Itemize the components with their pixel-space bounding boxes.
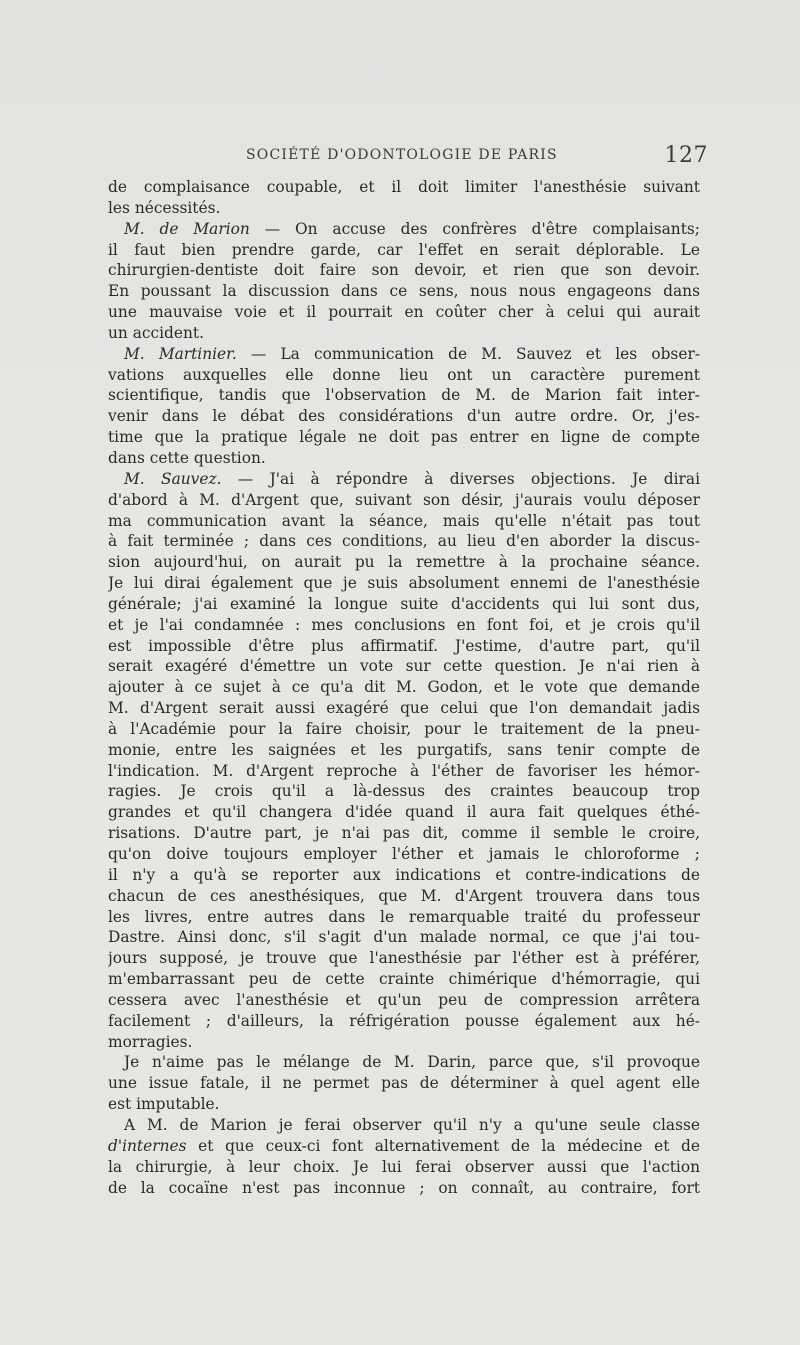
line-text: dans cette question. <box>108 448 266 467</box>
text-line <box>108 1032 700 1053</box>
text-line <box>108 677 700 698</box>
header-title: SOCIÉTÉ D'ODONTOLOGIE DE PARIS <box>246 147 558 163</box>
line-text: cessera avec l'anesthésie et qu'un peu de compression arrêtera <box>108 990 700 1009</box>
text-line <box>108 719 700 740</box>
line-text: ragies. Je crois qu'il a là-dessus des craintes beaucoup trop <box>108 782 700 801</box>
text-line <box>108 448 700 469</box>
line-text: un accident. <box>108 323 205 342</box>
text-line <box>108 823 700 844</box>
line-text: ma communication avant la séance, mais qu'elle n'était pas tout <box>108 511 700 530</box>
text-line <box>108 886 700 907</box>
text-line <box>108 469 700 490</box>
line-text: et que ceux-ci font alternativement de la médecine et de <box>186 1136 700 1155</box>
text-line <box>108 656 700 677</box>
text-line <box>108 761 700 782</box>
line-text: et je l'ai condamnée : mes conclusions en font foi, et je crois qu'il <box>108 615 700 634</box>
text-line <box>108 344 700 365</box>
text-line <box>108 907 700 928</box>
line-text: les nécessités. <box>108 198 221 217</box>
line-text: time que la pratique légale ne doit pas entrer en ligne de compte <box>108 428 700 447</box>
line-text: facilement ; d'ailleurs, la réfrigération pousse également aux hé- <box>108 1011 700 1030</box>
text-line <box>108 177 700 198</box>
text-line <box>108 1115 700 1136</box>
text-line <box>108 219 700 240</box>
line-text: — La communication de M. Sauvez et les obser- <box>236 344 700 363</box>
text-line <box>108 281 700 302</box>
line-text: la chirurgie, à leur choix. Je lui ferai observer aussi que l'action <box>108 1157 700 1176</box>
line-text: morragies. <box>108 1032 193 1051</box>
line-text: il n'y a qu'à se reporter aux indications et contre-indications de <box>108 865 700 884</box>
text-line <box>108 802 700 823</box>
line-text: les livres, entre autres dans le remarquable traité du professeur <box>108 907 700 926</box>
text-line <box>108 511 700 532</box>
text-line <box>108 781 700 802</box>
text-line <box>108 1157 700 1178</box>
text-line <box>108 740 700 761</box>
text-line <box>108 240 700 261</box>
text-line <box>108 260 700 281</box>
text-line <box>108 948 700 969</box>
line-text: à l'Académie pour la faire choisir, pour le traitement de la pneu- <box>108 719 700 738</box>
text-line <box>108 365 700 386</box>
line-text: A M. de Marion je ferai observer qu'il n'y a qu'une seule classe <box>124 1115 700 1134</box>
text-line <box>108 490 700 511</box>
text-line <box>108 1052 700 1073</box>
text-line <box>108 323 700 344</box>
line-text: est imputable. <box>108 1095 220 1114</box>
line-text: monie, entre les saignées et les purgatifs, sans tenir compte de <box>108 740 700 759</box>
line-text: Je lui dirai également que je suis absolument ennemi de l'anesthésie <box>108 574 700 593</box>
text-line <box>108 406 700 427</box>
italic-term: d'internes <box>108 1136 187 1155</box>
text-line <box>108 427 700 448</box>
line-text: Je n'aime pas le mélange de M. Darin, parce que, s'il provoque <box>124 1053 700 1072</box>
line-text: serait exagéré d'émettre un vote sur cette question. Je n'ai rien à <box>108 657 700 676</box>
text-line <box>108 1178 700 1199</box>
line-text: d'abord à M. d'Argent que, suivant son désir, j'aurais voulu déposer <box>108 490 700 509</box>
line-text: générale; j'ai examiné la longue suite d'accidents qui lui sont dus, <box>108 594 700 613</box>
line-text: qu'on doive toujours employer l'éther et jamais le chloroforme ; <box>108 845 700 863</box>
running-header <box>108 145 708 171</box>
line-text: scientifique, tandis que l'observation de M. de Marion fait inter- <box>108 386 700 405</box>
speaker-name: M. de Marion <box>124 219 250 238</box>
line-text: — On accuse des confrères d'être complaisants; <box>249 219 700 238</box>
text-line <box>108 844 700 865</box>
line-text: sion aujourd'hui, on aurait pu la remettre à la prochaine séance. <box>108 553 700 572</box>
line-text: grandes et qu'il changera d'idée quand il aura fait quelques éthé- <box>108 803 700 822</box>
line-text: vations auxquelles elle donne lieu ont un caractère purement <box>108 365 700 384</box>
line-text: m'embarrassant peu de cette crainte chimérique d'hémorragie, qui <box>108 970 700 989</box>
line-text: de la cocaïne n'est pas inconnue ; on connaît, au contraire, fort <box>108 1178 700 1197</box>
line-text: une issue fatale, il ne permet pas de déterminer à quel agent elle <box>108 1074 700 1093</box>
text-line <box>108 1094 700 1115</box>
text-line <box>108 573 700 594</box>
text-line <box>108 1136 700 1157</box>
text-line <box>108 636 700 657</box>
page-number: 127 <box>664 143 708 168</box>
line-text: venir dans le débat des considérations d'un autre ordre. Or, j'es- <box>108 407 700 426</box>
text-line <box>108 698 700 719</box>
line-text: chacun de ces anesthésiques, que M. d'Argent trouvera dans tous <box>108 886 700 905</box>
line-text: jours supposé, je trouve que l'anesthésie par l'éther est à préférer, <box>108 949 700 968</box>
line-text: risations. D'autre part, je n'ai pas dit, comme il semble le croire, <box>108 824 700 843</box>
text-line <box>108 302 700 323</box>
text-line <box>108 552 700 573</box>
line-text: de complaisance coupable, et il doit limiter l'anesthésie suivant <box>108 178 700 196</box>
line-text: une mauvaise voie et il pourrait en coûter cher à celui qui aurait <box>108 303 700 322</box>
line-text: à fait terminée ; dans ces conditions, au lieu d'en aborder la discus- <box>108 532 700 551</box>
line-text: En poussant la discussion dans ce sens, nous nous engageons dans <box>108 282 700 301</box>
page-body-text <box>108 177 700 1198</box>
speaker-name: M. Sauvez. <box>124 469 222 488</box>
line-text: est impossible d'être plus affirmatif. J'estime, d'autre part, qu'il <box>108 636 700 655</box>
text-line <box>108 865 700 886</box>
text-line <box>108 615 700 636</box>
line-text: Dastre. Ainsi donc, s'il s'agit d'un malade normal, ce que j'ai tou- <box>108 928 700 947</box>
text-line <box>108 198 700 219</box>
text-line <box>108 1073 700 1094</box>
line-text: il faut bien prendre garde, car l'effet en serait déplorable. Le <box>108 240 700 259</box>
text-line <box>108 385 700 406</box>
text-line <box>108 531 700 552</box>
text-line <box>108 1011 700 1032</box>
line-text: ajouter à ce sujet à ce qu'a dit M. Godon, et le vote que demande <box>108 678 700 697</box>
text-line <box>108 969 700 990</box>
text-line <box>108 927 700 948</box>
line-text: l'indication. M. d'Argent reproche à l'éther de favoriser les hémor- <box>108 761 700 780</box>
line-text: chirurgien-dentiste doit faire son devoir, et rien que son devoir. <box>108 261 700 280</box>
line-text: — J'ai à répondre à diverses objections. Je dirai <box>221 469 700 488</box>
speaker-name: M. Martinier. <box>124 344 237 363</box>
line-text: M. d'Argent serait aussi exagéré que celui que l'on demandait jadis <box>108 699 700 718</box>
text-line <box>108 594 700 615</box>
text-line <box>108 990 700 1011</box>
